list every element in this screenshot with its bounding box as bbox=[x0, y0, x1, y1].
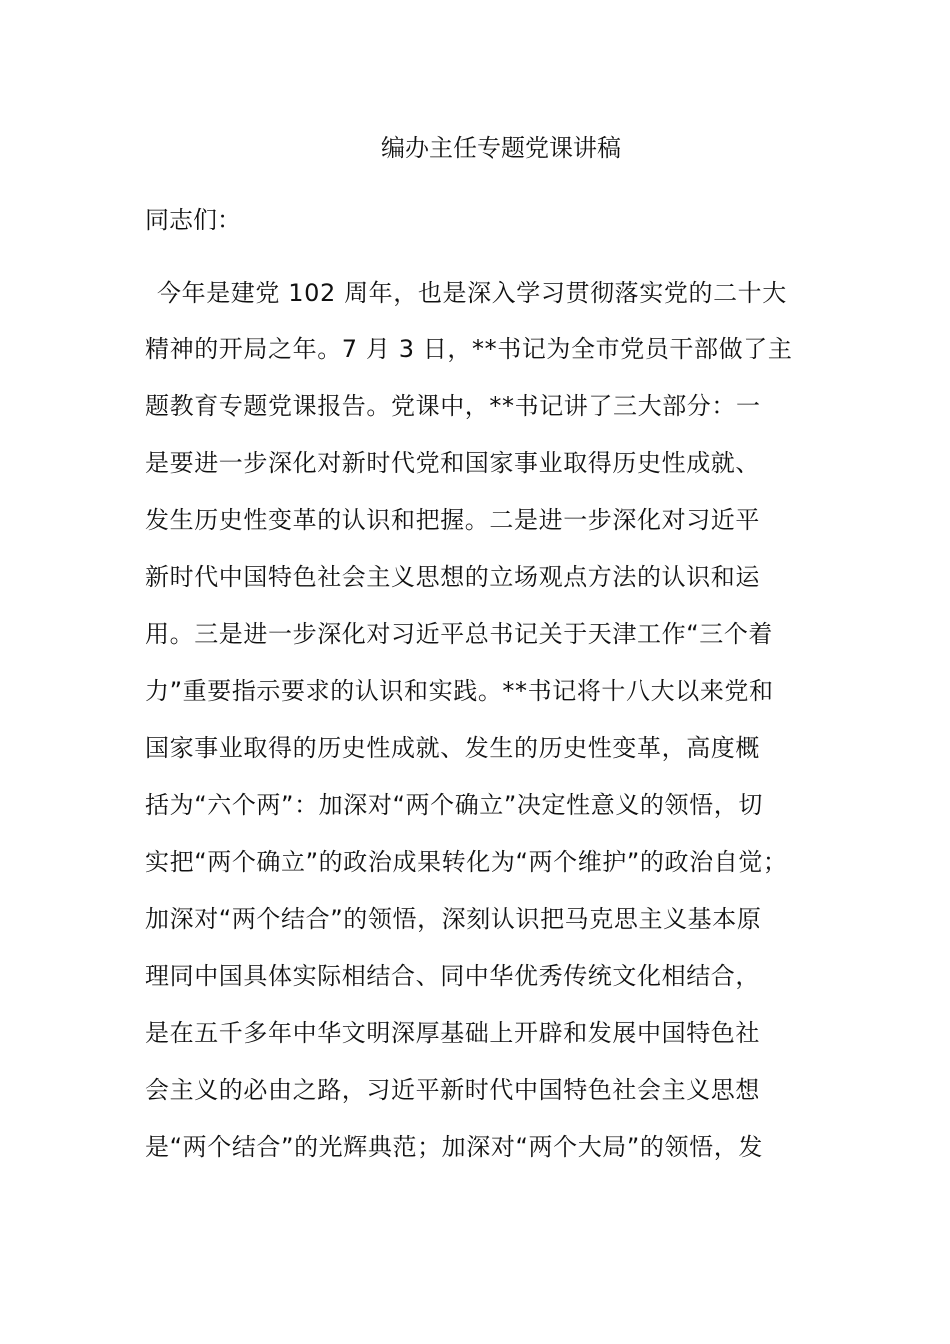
body-line: 力”重要指示要求的认识和实践。**书记将十八大以来党和 bbox=[145, 677, 774, 705]
body-line: 括为“六个两”：加深对“两个确立”决定性意义的领悟，切 bbox=[145, 791, 763, 819]
body-line: 用。三是进一步深化对习近平总书记关于天津工作“三个着 bbox=[145, 620, 774, 648]
body-line: 理同中国具体实际相结合、同中华优秀传统文化相结合， bbox=[145, 962, 760, 990]
body-line: 会主义的必由之路，习近平新时代中国特色社会主义思想 bbox=[145, 1076, 760, 1104]
body-line: 精神的开局之年。7 月 3 日，**书记为全市党员干部做了主 bbox=[145, 335, 793, 363]
salutation: 同志们： bbox=[145, 206, 241, 234]
body-line: 是要进一步深化对新时代党和国家事业取得历史性成就、 bbox=[145, 449, 760, 477]
body-line: 新时代中国特色社会主义思想的立场观点方法的认识和运 bbox=[145, 563, 760, 591]
document-title: 编办主任专题党课讲稿 bbox=[381, 134, 621, 162]
body-line: 题教育专题党课报告。党课中，**书记讲了三大部分：一 bbox=[145, 392, 761, 420]
body-line: 今年是建党 102 周年，也是深入学习贯彻落实党的二十大 bbox=[157, 279, 787, 307]
body-line: 加深对“两个结合”的领悟，深刻认识把马克思主义基本原 bbox=[145, 905, 762, 933]
body-line: 是在五千多年中华文明深厚基础上开辟和发展中国特色社 bbox=[145, 1019, 760, 1047]
body-line: 国家事业取得的历史性成就、发生的历史性变革，高度概 bbox=[145, 734, 760, 762]
body-line: 实把“两个确立”的政治成果转化为“两个维护”的政治自觉； bbox=[145, 848, 788, 876]
body-line: 发生历史性变革的认识和把握。二是进一步深化对习近平 bbox=[145, 506, 760, 534]
body-line: 是“两个结合”的光辉典范；加深对“两个大局”的领悟，发 bbox=[145, 1133, 763, 1161]
